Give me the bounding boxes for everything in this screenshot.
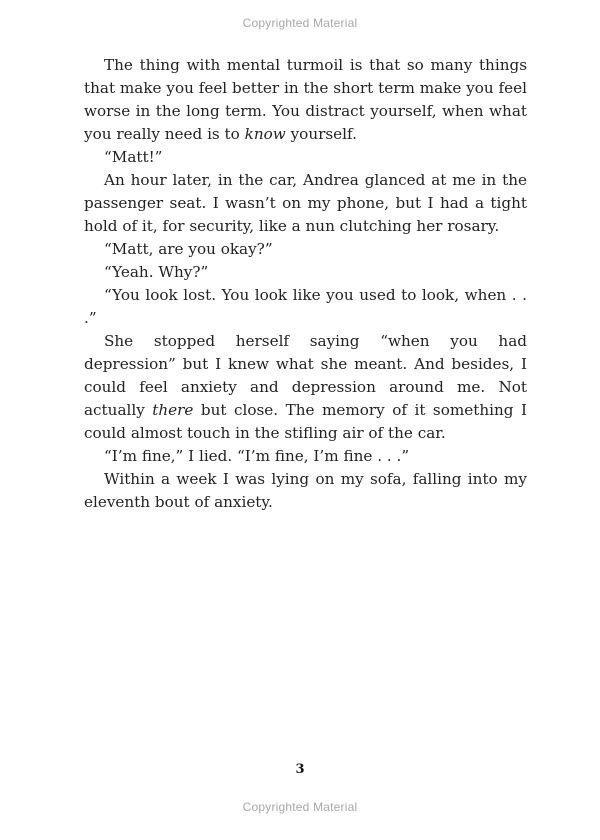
page-number: 3 bbox=[295, 762, 305, 777]
paragraph-8 bbox=[84, 445, 527, 468]
paragraph-7-emphasis: there bbox=[152, 401, 194, 419]
paragraph-7-text-a: She stopped herself saying “when you had depression” but I knew what she meant. And besides, I could feel anxiety and depression around me. Not actually bbox=[84, 332, 527, 419]
paragraph-9-text: Within a week I was lying on my sofa, falling into my eleventh bout of anxiety. bbox=[84, 470, 527, 511]
paragraph-1 bbox=[84, 54, 527, 146]
paragraph-1-text-a: The thing with mental turmoil is that so many things that make you feel better in the short term make you feel worse in the long term. You distract yourself, when what you really need is to bbox=[84, 56, 527, 143]
paragraph-1-text-b: yourself. bbox=[285, 125, 357, 143]
paragraph-5 bbox=[84, 261, 527, 284]
paragraph-7 bbox=[84, 330, 527, 445]
copyright-watermark-top: Copyrighted Material bbox=[242, 16, 358, 30]
paragraph-9 bbox=[84, 468, 527, 514]
paragraph-7-text-b: but close. The memory of it something I could almost touch in the stifling air of the car. bbox=[84, 401, 527, 442]
paragraph-4 bbox=[84, 238, 527, 261]
paragraph-2-text: “Matt!” bbox=[104, 148, 163, 166]
paragraph-1-emphasis: know bbox=[244, 125, 286, 143]
paragraph-4-text: “Matt, are you okay?” bbox=[104, 240, 273, 258]
paragraph-3-text: An hour later, in the car, Andrea glanced at me in the passenger seat. I wasn’t on my phone, but I had a tight hold of it, for security, like a nun clutching her rosary. bbox=[84, 171, 527, 235]
paragraph-3 bbox=[84, 169, 527, 238]
paragraph-5-text: “Yeah. Why?” bbox=[104, 263, 209, 281]
page-body-text bbox=[84, 54, 527, 514]
copyright-watermark-bottom: Copyrighted Material bbox=[242, 800, 358, 814]
paragraph-6 bbox=[84, 284, 527, 330]
paragraph-8-text: “I’m fine,” I lied. “I’m fine, I’m fine . . .” bbox=[104, 447, 410, 465]
paragraph-2 bbox=[84, 146, 527, 169]
paragraph-6-text: “You look lost. You look like you used to look, when . . .” bbox=[84, 286, 527, 327]
